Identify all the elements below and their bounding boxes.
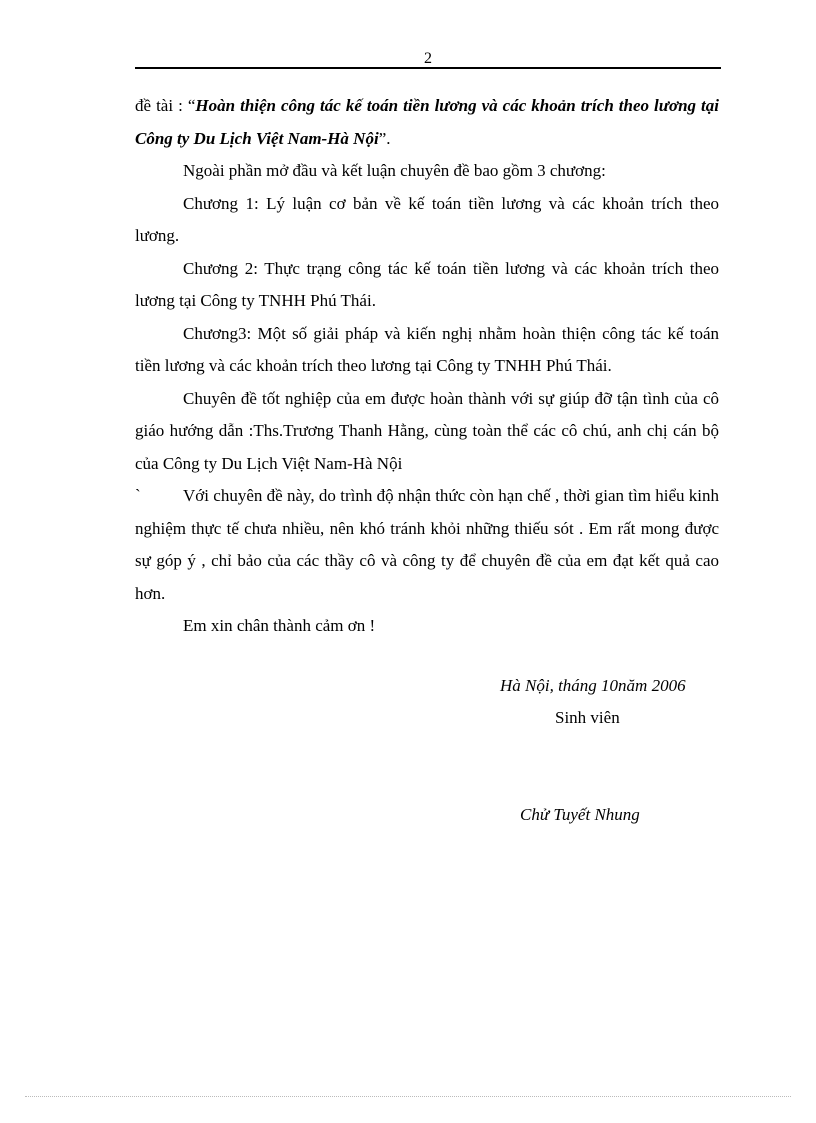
paragraph-acknowledgement: Chuyên đề tốt nghiệp của em được hoàn thành với sự giúp đỡ tận tình của cô giáo hướng dẫn :Ths.Trương Thanh Hằng, cùng toàn thể các cô chú, anh chị cán bộ của Công ty Du Lịch Việt Nam-Hà Nội [135, 388, 719, 473]
intro-prefix: đề tài : “ [135, 96, 196, 115]
paragraph-limitations [135, 480, 719, 610]
page-number: 2 [424, 50, 432, 67]
header-rule [135, 67, 721, 69]
paragraph-chapter-3: Chương3: Một số giải pháp và kiến nghị nhằm hoàn thiện công tác kế toán tiền lương và các khoản trích theo lương tại Công ty TNHH Phú Thái. [135, 323, 719, 375]
page-bottom-border [25, 1096, 791, 1097]
intro-paragraph [135, 90, 719, 155]
thesis-title: Hoàn thiện công tác kế toán tiền lương và các khoản trích theo lương tại Công ty Du Lịch Việt Nam-Hà Nội [135, 96, 720, 148]
document-body [135, 90, 719, 643]
signature-name: Chử Tuyết Nhung [520, 805, 640, 824]
stray-backtick: ` [135, 486, 141, 505]
paragraph-thanks: Em xin chân thành cảm ơn ! [183, 616, 376, 635]
paragraph-chapter-2: Chương 2: Thực trạng công tác kế toán tiền lương và các khoản trích theo lương tại Công ty TNHH Phú Thái. [135, 258, 719, 310]
paragraph-limitations-text: Với chuyên đề này, do trình độ nhận thức còn hạn chế , thời gian tìm hiểu kinh nghiệm thực tế chưa nhiều, nên khó tránh khỏi những thiếu sót . Em rất mong được sự góp ý , chỉ bảo của các thầy cô và công ty để chuyên đề của em đạt kết quả cao hơn. [135, 486, 719, 603]
signature-place-date: Hà Nội, tháng 10năm 2006 [500, 676, 686, 695]
signature-role: Sinh viên [555, 708, 620, 727]
paragraph-chapter-1: Chương 1: Lý luận cơ bản về kế toán tiền lương và các khoản trích theo lương. [135, 193, 719, 245]
intro-suffix: ”. [378, 128, 391, 148]
paragraph-overview: Ngoài phần mở đầu và kết luận chuyên đề bao gồm 3 chương: [183, 161, 606, 180]
